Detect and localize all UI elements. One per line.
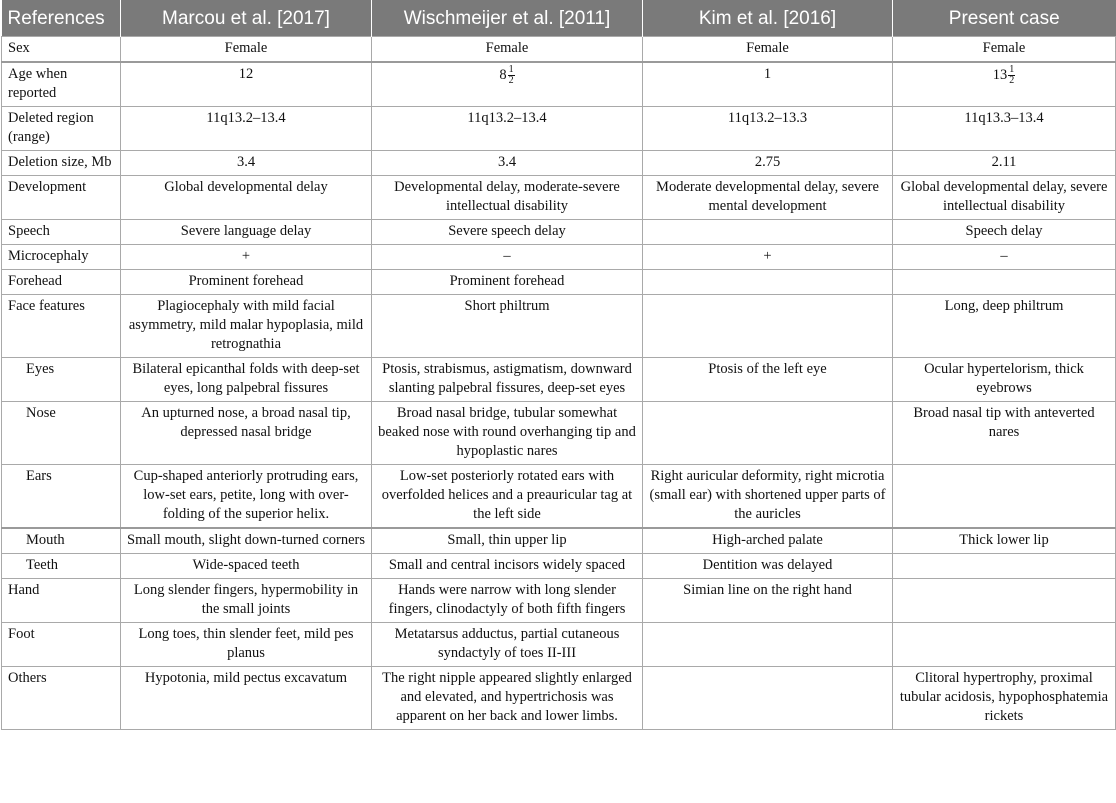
- cell-kim: [643, 667, 893, 730]
- cell-kim: Right auricular deformity, right microtia (small ear) with shortened upper parts of the auricles: [643, 465, 893, 529]
- cell-kim: Dentition was delayed: [643, 554, 893, 579]
- cell-present-case: Global developmental delay, severe intellectual disability: [893, 176, 1116, 220]
- row-label: Forehead: [2, 270, 121, 295]
- row-development: [2, 176, 1116, 220]
- cell-kim: 11q13.2–13.3: [643, 107, 893, 151]
- row-speech: [2, 220, 1116, 245]
- cell-present-case: 2.11: [893, 151, 1116, 176]
- cell-marcou: Bilateral epicanthal folds with deep-set eyes, long palpebral fissures: [121, 358, 372, 402]
- cell-present-case: Thick lower lip: [893, 528, 1116, 554]
- row-label: Nose: [2, 402, 121, 465]
- header-wischmeijer: Wischmeijer et al. [2011]: [372, 0, 643, 37]
- header-kim: Kim et al. [2016]: [643, 0, 893, 37]
- cell-marcou: Female: [121, 37, 372, 63]
- cell-present-case: [893, 623, 1116, 667]
- cell-wischmeijer: Broad nasal bridge, tubular somewhat beaked nose with round overhanging tip and hypoplastic nares: [372, 402, 643, 465]
- header-present-case: Present case: [893, 0, 1116, 37]
- cell-present-case: Ocular hypertelorism, thick eyebrows: [893, 358, 1116, 402]
- cell-wischmeijer: Small, thin upper lip: [372, 528, 643, 554]
- row-eyes: [2, 358, 1116, 402]
- row-label: Development: [2, 176, 121, 220]
- row-nose: [2, 402, 1116, 465]
- cell-present-case: Clitoral hypertrophy, proximal tubular acidosis, hypophosphatemia rickets: [893, 667, 1116, 730]
- cell-wischmeijer: Small and central incisors widely spaced: [372, 554, 643, 579]
- fraction-numerator: 1: [508, 64, 514, 75]
- cell-kim: Female: [643, 37, 893, 63]
- cell-marcou: Severe language delay: [121, 220, 372, 245]
- cell-kim: Simian line on the right hand: [643, 579, 893, 623]
- row-label: Microcephaly: [2, 245, 121, 270]
- cell-wischmeijer: Low-set posteriorly rotated ears with overfolded helices and a preauricular tag at the left side: [372, 465, 643, 529]
- cell-wischmeijer: Developmental delay, moderate-severe intellectual disability: [372, 176, 643, 220]
- row-label: Sex: [2, 37, 121, 63]
- row-label: Deleted region (range): [2, 107, 121, 151]
- cell-wischmeijer: Short philtrum: [372, 295, 643, 358]
- row-label: Ears: [2, 465, 121, 529]
- fraction-numerator: 1: [1009, 64, 1015, 75]
- cell-kim: [643, 270, 893, 295]
- row-label: Others: [2, 667, 121, 730]
- cell-present-case: [893, 579, 1116, 623]
- row-teeth: [2, 554, 1116, 579]
- cell-wischmeijer: Metatarsus adductus, partial cutaneous syndactyly of toes II-III: [372, 623, 643, 667]
- row-age: [2, 62, 1116, 107]
- cell-kim: [643, 623, 893, 667]
- row-hand: [2, 579, 1116, 623]
- fraction-denominator: 2: [508, 75, 514, 86]
- cell-wischmeijer: The right nipple appeared slightly enlarged and elevated, and hypertrichosis was apparent on her back and lower limbs.: [372, 667, 643, 730]
- cell-kim: 1: [643, 62, 893, 107]
- cell-marcou: An upturned nose, a broad nasal tip, depressed nasal bridge: [121, 402, 372, 465]
- row-microcephaly: [2, 245, 1116, 270]
- cell-wischmeijer: Hands were narrow with long slender fingers, clinodactyly of both fifth fingers: [372, 579, 643, 623]
- cell-present-case: Female: [893, 37, 1116, 63]
- cell-wischmeijer: [372, 62, 643, 107]
- row-label: Eyes: [2, 358, 121, 402]
- row-label: Deletion size, Mb: [2, 151, 121, 176]
- row-mouth: [2, 528, 1116, 554]
- cell-marcou: 11q13.2–13.4: [121, 107, 372, 151]
- cell-marcou: Cup-shaped anteriorly protruding ears, low-set ears, petite, long with over-folding of the superior helix.: [121, 465, 372, 529]
- row-label: Teeth: [2, 554, 121, 579]
- row-label: Hand: [2, 579, 121, 623]
- cell-marcou: Global developmental delay: [121, 176, 372, 220]
- cell-present-case: [893, 554, 1116, 579]
- age-whole: 13: [992, 66, 1008, 83]
- cell-present-case: 11q13.3–13.4: [893, 107, 1116, 151]
- header-references: References: [2, 0, 121, 37]
- half-fraction: [508, 65, 515, 86]
- cell-wischmeijer: Severe speech delay: [372, 220, 643, 245]
- cell-kim: [643, 220, 893, 245]
- row-ears: [2, 465, 1116, 529]
- cell-present-case: [893, 465, 1116, 529]
- cell-present-case: Speech delay: [893, 220, 1116, 245]
- half-fraction: [1008, 65, 1015, 86]
- cell-marcou: Long slender fingers, hypermobility in the small joints: [121, 579, 372, 623]
- cell-kim: Ptosis of the left eye: [643, 358, 893, 402]
- row-deletion-size: [2, 151, 1116, 176]
- cell-marcou: 12: [121, 62, 372, 107]
- row-face-features: [2, 295, 1116, 358]
- cell-marcou: +: [121, 245, 372, 270]
- cell-kim: 2.75: [643, 151, 893, 176]
- comparison-table: [1, 0, 1116, 730]
- row-others: [2, 667, 1116, 730]
- row-label: Mouth: [2, 528, 121, 554]
- cell-present-case: Long, deep philtrum: [893, 295, 1116, 358]
- cell-wischmeijer: 11q13.2–13.4: [372, 107, 643, 151]
- cell-kim: Moderate developmental delay, severe mental development: [643, 176, 893, 220]
- row-label: Age when reported: [2, 62, 121, 107]
- row-sex: [2, 37, 1116, 63]
- cell-wischmeijer: –: [372, 245, 643, 270]
- cell-wischmeijer: Ptosis, strabismus, astigmatism, downward slanting palpebral fissures, deep-set eyes: [372, 358, 643, 402]
- cell-kim: [643, 295, 893, 358]
- cell-present-case: Broad nasal tip with anteverted nares: [893, 402, 1116, 465]
- row-label: Foot: [2, 623, 121, 667]
- cell-wischmeijer: 3.4: [372, 151, 643, 176]
- cell-kim: [643, 402, 893, 465]
- header-row: [2, 0, 1116, 37]
- cell-marcou: Wide-spaced teeth: [121, 554, 372, 579]
- cell-present-case: [893, 62, 1116, 107]
- cell-kim: High-arched palate: [643, 528, 893, 554]
- cell-marcou: 3.4: [121, 151, 372, 176]
- fraction-denominator: 2: [1009, 75, 1015, 86]
- cell-kim: +: [643, 245, 893, 270]
- cell-marcou: Hypotonia, mild pectus excavatum: [121, 667, 372, 730]
- row-foot: [2, 623, 1116, 667]
- cell-marcou: Prominent forehead: [121, 270, 372, 295]
- cell-marcou: Plagiocephaly with mild facial asymmetry, mild malar hypoplasia, mild retrognathia: [121, 295, 372, 358]
- row-deleted-region: [2, 107, 1116, 151]
- row-label: Speech: [2, 220, 121, 245]
- cell-present-case: –: [893, 245, 1116, 270]
- cell-marcou: Long toes, thin slender feet, mild pes planus: [121, 623, 372, 667]
- cell-wischmeijer: Prominent forehead: [372, 270, 643, 295]
- age-whole: 8: [499, 66, 507, 83]
- cell-marcou: Small mouth, slight down-turned corners: [121, 528, 372, 554]
- cell-present-case: [893, 270, 1116, 295]
- cell-wischmeijer: Female: [372, 37, 643, 63]
- row-label: Face features: [2, 295, 121, 358]
- header-marcou: Marcou et al. [2017]: [121, 0, 372, 37]
- row-forehead: [2, 270, 1116, 295]
